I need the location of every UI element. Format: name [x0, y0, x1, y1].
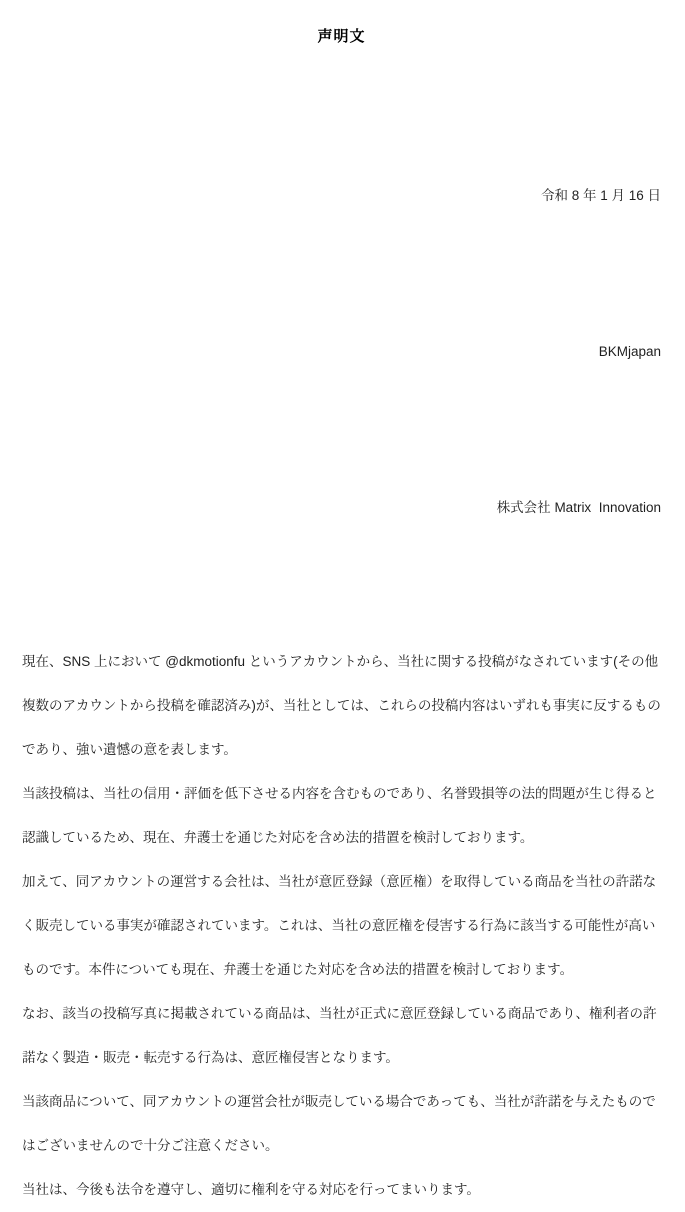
- document-body: [22, 640, 661, 1212]
- paragraph-sns-posts: 現在、SNS 上において @dkmotionfu というアカウントから、当社に関する投稿がなされています(その他複数のアカウントから投稿を確認済み)が、当社としては、これらの投稿内容はいずれも事実に反するものであり、強い遺憾の意を表します。: [22, 654, 661, 757]
- document-date: 令和 8 年 1 月 16 日: [540, 188, 661, 203]
- issuer-brand: BKMjapan: [598, 344, 661, 359]
- paragraph-defamation: 当該投稿は、当社の信用・評価を低下させる内容を含むものであり、名誉毀損等の法的問題が生じ得ると認識しているため、現在、弁護士を通じた対応を含め法的措置を検討しております。: [22, 786, 657, 845]
- paragraph-design-right-violation: 加えて、同アカウントの運営する会社は、当社が意匠登録（意匠権）を取得している商品を当社の許諾なく販売している事実が確認されています。これは、当社の意匠権を侵害する行為に該当する可能性が高いものです。本件についても現在、弁護士を通じた対応を含め法的措置を検討しております。: [22, 874, 657, 977]
- paragraph-closing: 当社は、今後も法令を遵守し、適切に権利を守る対応を行ってまいります。: [22, 1182, 480, 1197]
- document-title: 声明文: [317, 28, 366, 45]
- paragraph-no-license-warning: 当該商品について、同アカウントの運営会社が販売している場合であっても、当社が許諾を与えたものではございませんので十分ご注意ください。: [22, 1094, 656, 1153]
- paragraph-registered-design: なお、該当の投稿写真に掲載されている商品は、当社が正式に意匠登録している商品であり、権利者の許諾なく製造・販売・転売する行為は、意匠権侵害となります。: [22, 1006, 657, 1065]
- issuer-company: 株式会社 Matrix Innovation: [496, 500, 661, 515]
- document-header-right: [22, 66, 661, 638]
